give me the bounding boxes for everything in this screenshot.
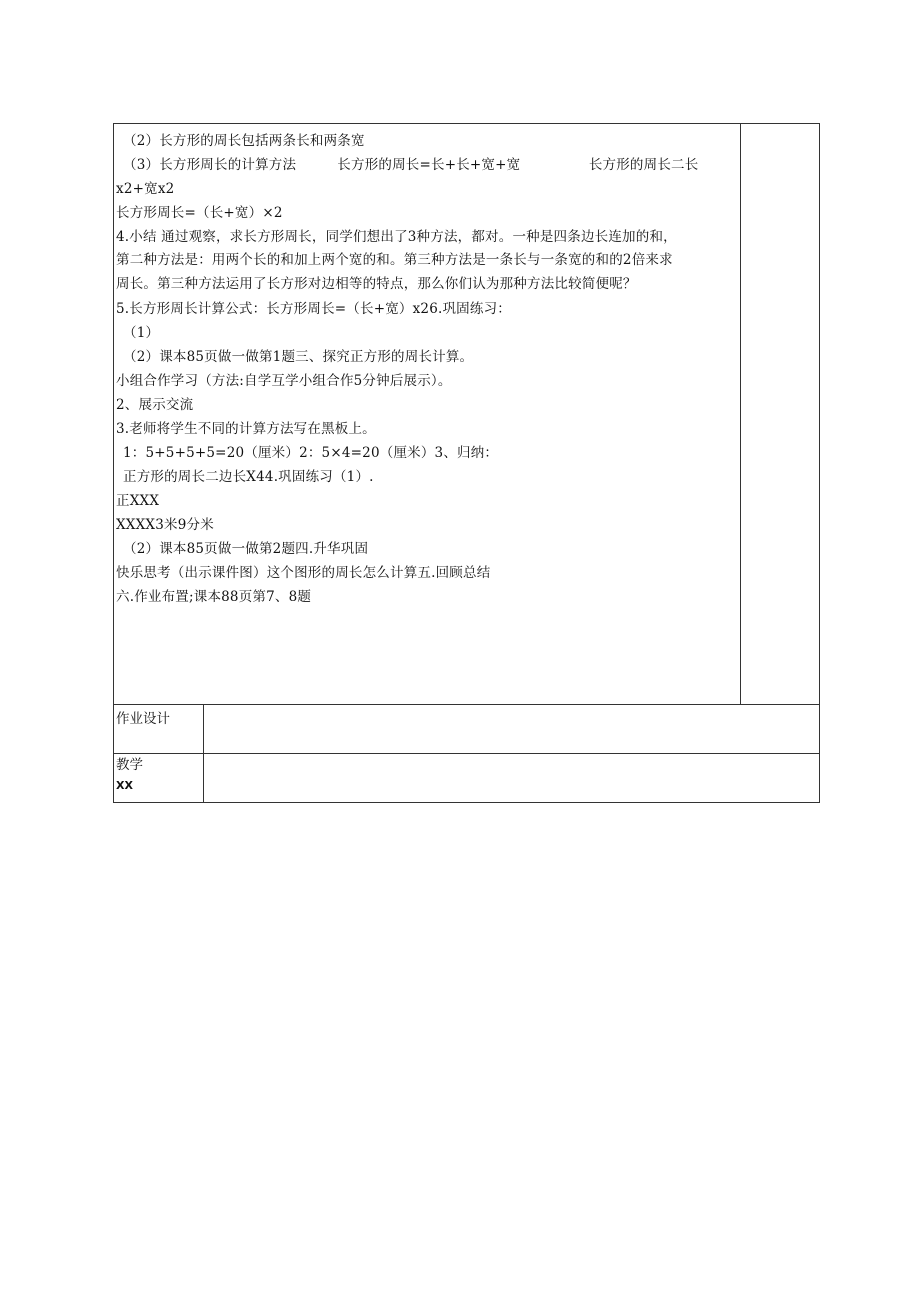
homework-value-cell: [204, 704, 819, 753]
content-line: 5.长方形周长计算公式：长方形周长=（长+宽）x26.巩固练习：: [116, 301, 511, 317]
teaching-sub-label: XX: [116, 779, 133, 792]
content-line: 3.老师将学生不同的计算方法写在黑板上。: [116, 421, 376, 437]
content-line: （2）长方形的周长包括两条长和两条宽: [123, 133, 365, 149]
teaching-label-cell: [114, 753, 204, 802]
content-line: x2+宽x2: [116, 181, 175, 197]
content-line: 2、展示交流: [116, 397, 194, 413]
content-line: 快乐思考（出示课件图）这个图形的周长怎么计算五.回顾总结: [116, 565, 491, 581]
teaching-value-cell: [204, 753, 819, 802]
content-line: 周长。第三种方法运用了长方形对边相等的特点，那么你们认为那种方法比较简便呢？: [116, 276, 637, 292]
content-line: 六.作业布置;课本88页第7、8题: [116, 589, 312, 605]
content-line: 正XXX: [116, 493, 160, 509]
content-line: （1）: [123, 325, 160, 341]
lesson-content-cell: [114, 124, 741, 704]
content-line: 小组合作学习（方法:自学互学小组合作5分钟后展示）。: [116, 373, 452, 389]
lesson-plan-table: [113, 123, 820, 803]
homework-label-cell: [114, 704, 204, 753]
content-line: 1：5+5+5+5=20（厘米）2：5×4=20（厘米）3、归纳：: [123, 445, 499, 461]
content-line: 4.小结 通过观察，求长方形周长，同学们想出了3种方法，都对。一种是四条边长连加的和，: [116, 229, 677, 245]
side-notes-cell: [741, 124, 819, 704]
content-line: 长方形周长=（长+宽）×2: [116, 205, 283, 221]
content-line: 正方形的周长二边长X44.巩固练习（1）.: [123, 469, 374, 485]
content-line: XXXX3米9分米: [116, 517, 214, 533]
content-line: （2）课本85页做一做第1题三、探究正方形的周长计算。: [123, 349, 474, 365]
content-line: （2）课本85页做一做第2题四.升华巩固: [123, 541, 369, 557]
content-line: 第二种方法是：用两个长的和加上两个宽的和。第三种方法是一条长与一条宽的和的2倍来求: [116, 252, 673, 268]
homework-label: 作业设计: [116, 711, 170, 727]
content-line: （3）长方形周长的计算方法 长方形的周长=长+长+宽+宽 长方形的周长二长: [123, 157, 699, 173]
teaching-label: 教学: [116, 757, 143, 773]
